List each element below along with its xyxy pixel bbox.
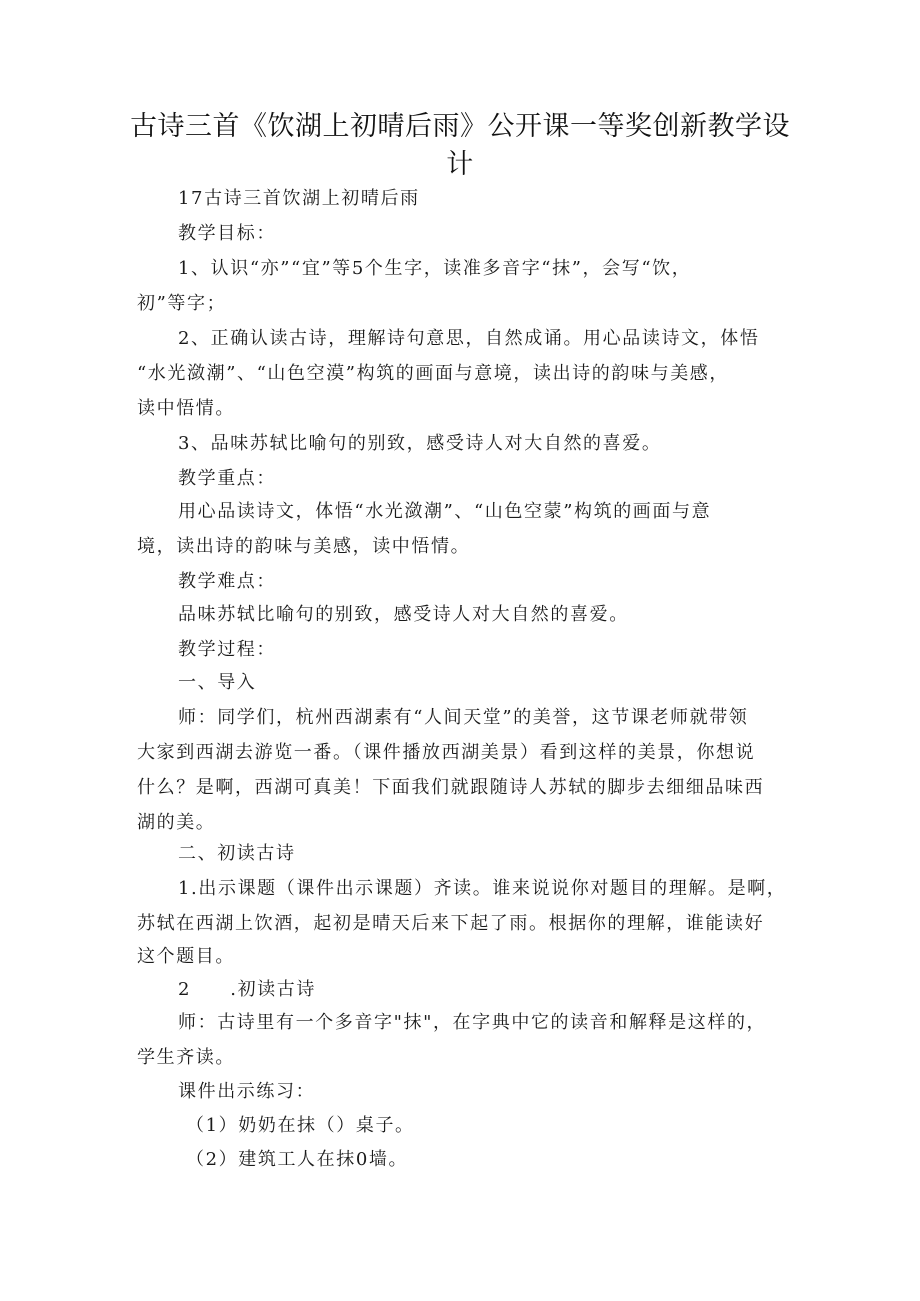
part-1-heading: 一、导入 [178, 672, 257, 693]
section-label-process: 教学过程： [178, 639, 276, 660]
focus-line-2: 境，读出诗的韵味与美感，读中悟情。 [137, 536, 471, 557]
lesson-heading: 17古诗三首饮湖上初晴后雨 [178, 188, 420, 209]
focus-line-1: 用心品读诗文，体悟“水光潋潮”、“山色空蒙”构筑的画面与意 [178, 501, 712, 522]
intro-line-4: 湖的美。 [137, 812, 216, 833]
objective-2-line-2: “水光潋潮”、“山色空漠”构筑的画面与意境，读出诗的韵味与美感， [137, 363, 730, 384]
exercise-item-2: （2）建筑工人在抹0墙。 [186, 1149, 409, 1170]
intro-line-2: 大家到西湖去游览一番。（课件播放西湖美景）看到这样的美景，你想说 [137, 742, 756, 763]
part-2-heading: 二、初读古诗 [178, 843, 296, 864]
section-label-focus: 教学重点： [178, 468, 276, 489]
step-1-line-1: 1.出示课题（课件出示课题）齐读。谁来说说你对题目的理解。是啊， [178, 878, 787, 899]
step-1-line-2: 苏轼在西湖上饮酒，起初是晴天后来下起了雨。根据你的理解，谁能读好 [137, 913, 765, 934]
section-label-difficulty: 教学难点： [178, 571, 276, 592]
title-line-1: 古诗三首《饮湖上初晴后雨》公开课一等奖创新教学设 [130, 111, 790, 142]
title-line-2: 计 [446, 149, 474, 180]
objective-1-line-1: 1、认识“亦”“宜”等5个生字，读准多音字“抹”，会写“饮， [178, 258, 692, 279]
section-label-objectives: 教学目标： [178, 223, 276, 244]
objective-3: 3、品味苏轼比喻句的别致，感受诗人对大自然的喜爱。 [178, 433, 662, 454]
intro-line-1: 师：同学们，杭州西湖素有“人间天堂”的美誉，这节课老师就带领 [178, 707, 749, 728]
objective-2-line-1: 2、正确认读古诗，理解诗句意思，自然成诵。用心品读诗文，体悟 [178, 328, 760, 349]
step-2-line-1: 师：古诗里有一个多音字"抹"，在字典中它的读音和解释是这样的， [178, 1012, 767, 1033]
exercise-label: 课件出示练习： [178, 1081, 316, 1102]
exercise-item-1: （1）奶奶在抹（）桌子。 [186, 1115, 415, 1136]
objective-2-line-3: 读中悟情。 [137, 398, 235, 419]
document-title [130, 108, 790, 184]
step-2-heading: 2 .初读古诗 [178, 979, 316, 1000]
step-1-line-3: 这个题目。 [137, 946, 235, 967]
step-2-line-2: 学生齐读。 [137, 1047, 235, 1068]
objective-1-line-2: 初”等字； [137, 293, 227, 314]
difficulty-text: 品味苏轼比喻句的别致，感受诗人对大自然的喜爱。 [178, 604, 629, 625]
intro-line-3: 什么？是啊，西湖可真美！下面我们就跟随诗人苏轼的脚步去细细品味西 [137, 777, 765, 798]
